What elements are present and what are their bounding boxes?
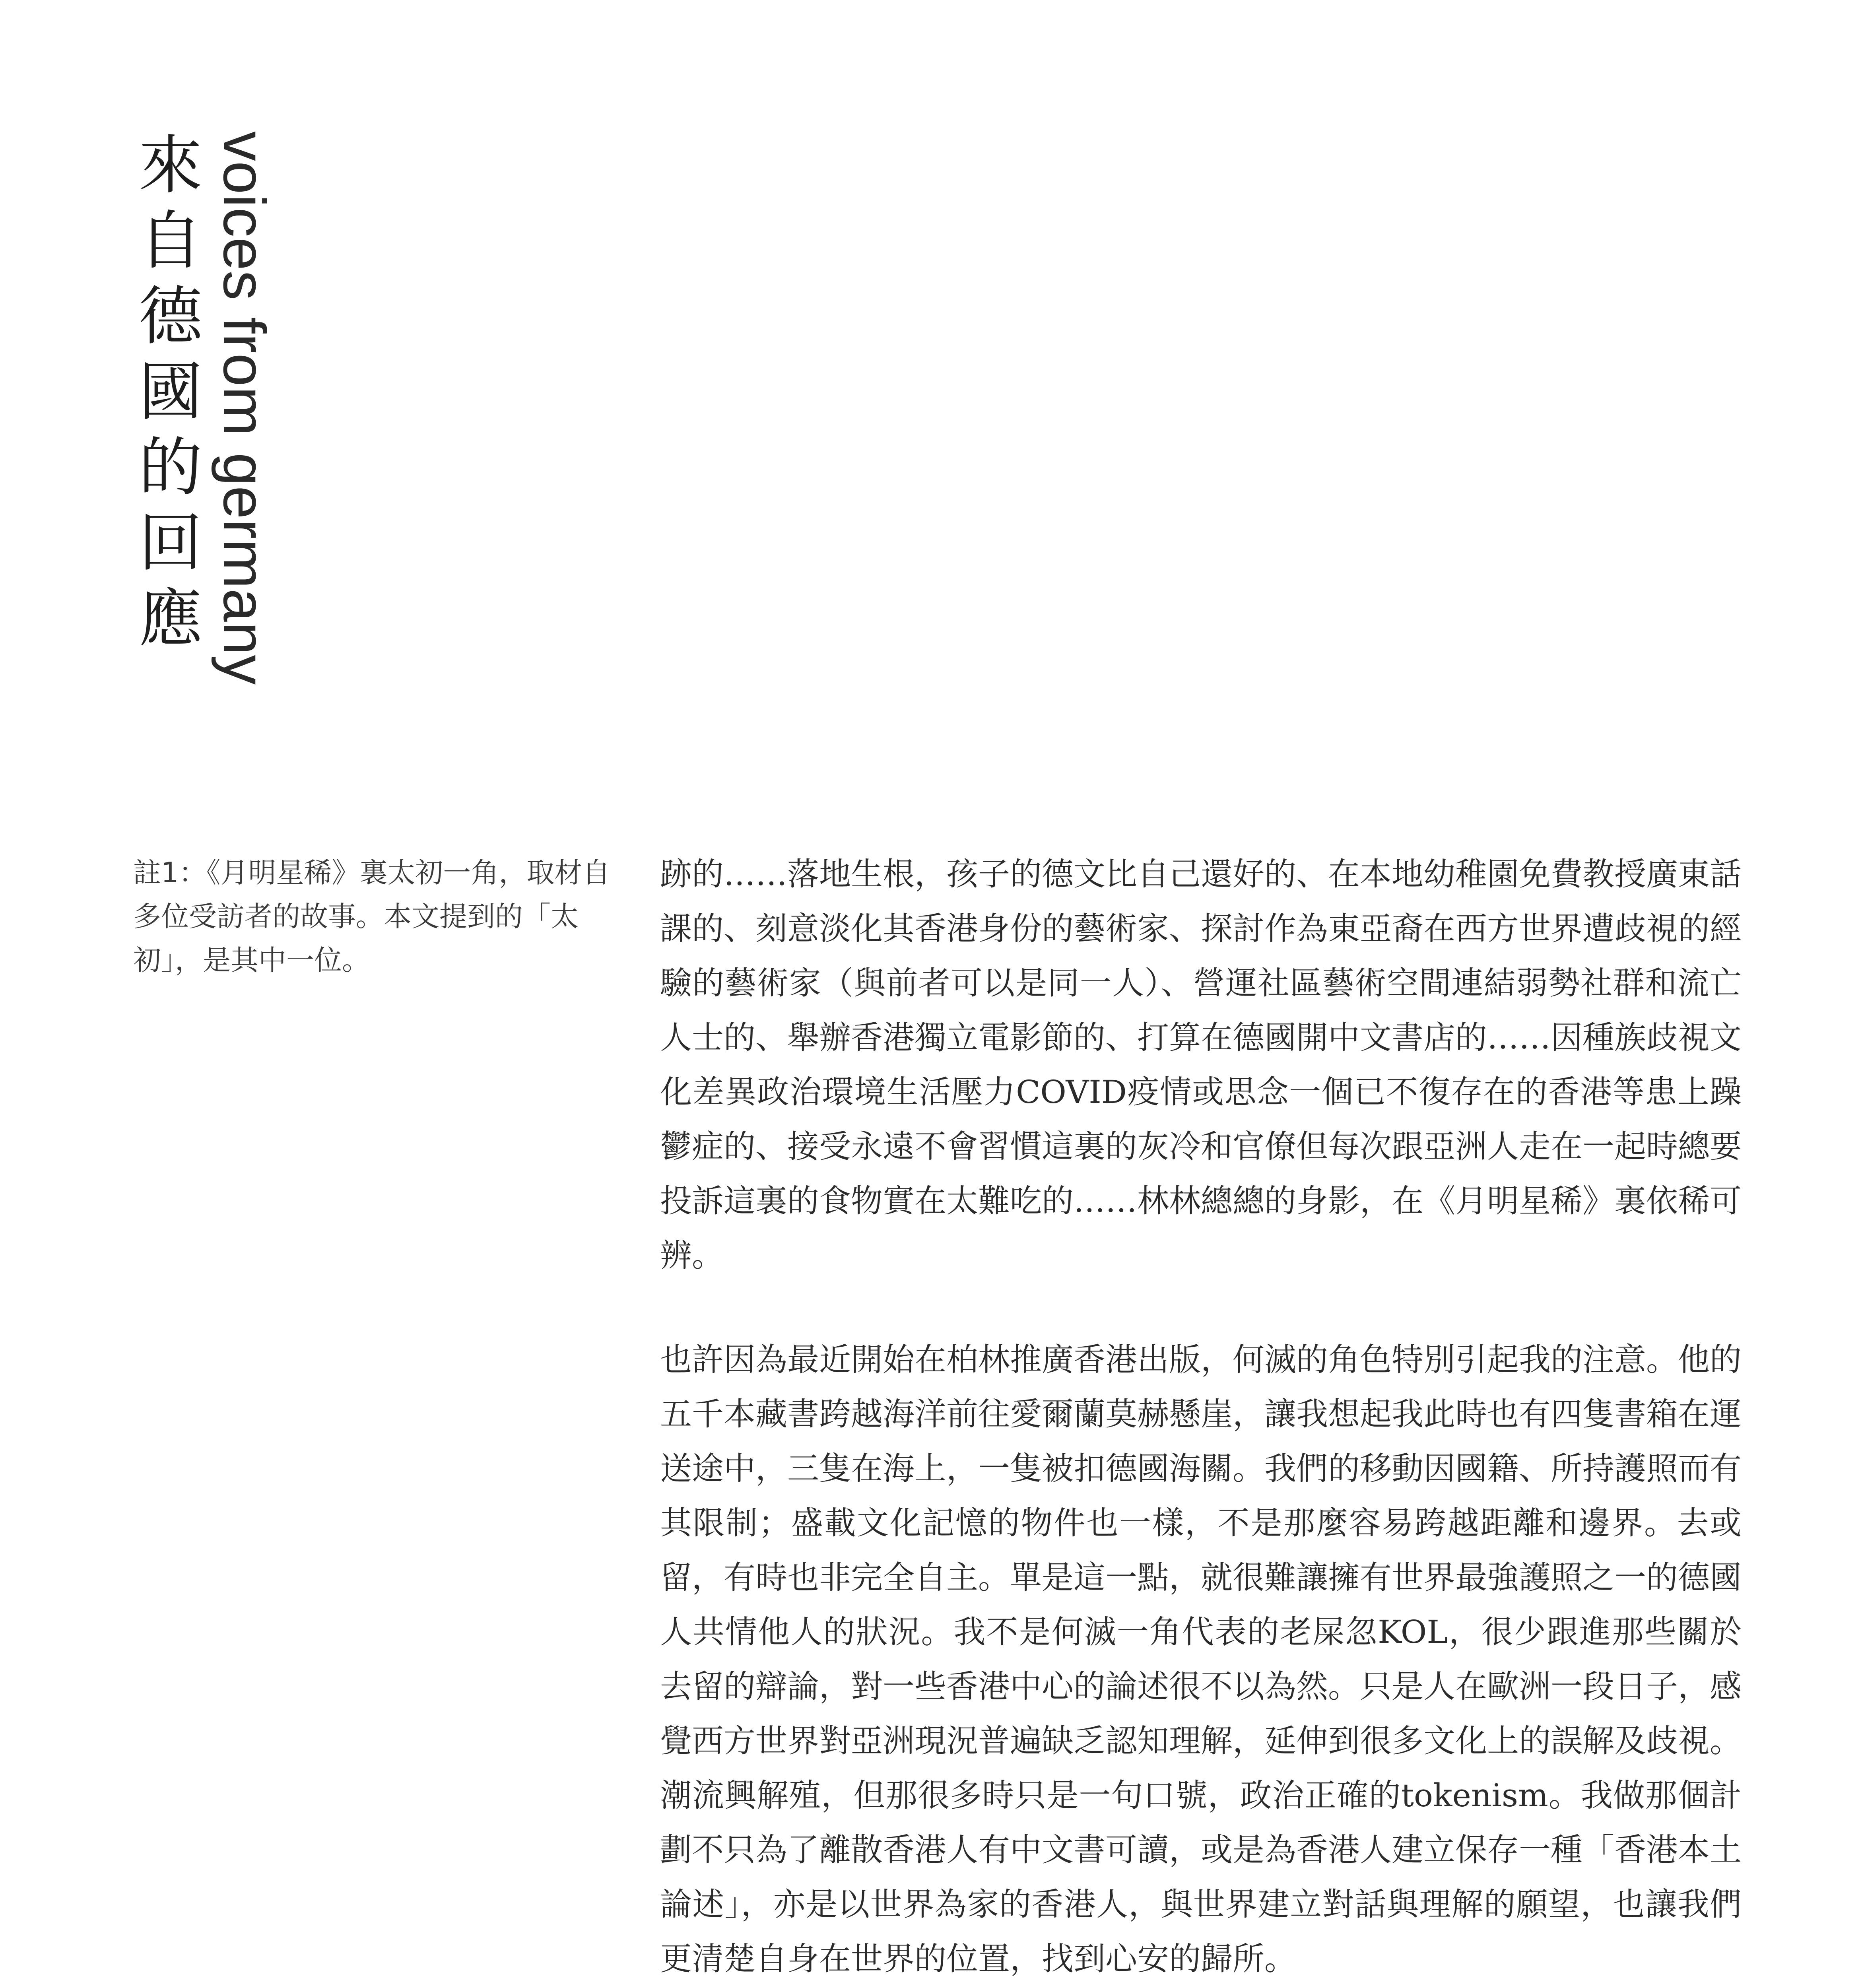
- article-body: [660, 847, 1742, 1988]
- paragraph-2: 也許因為最近開始在柏林推廣香港出版，何滅的角色特別引起我的注意。他的五千本藏書跨越海洋前往愛爾蘭莫赫懸崖，讓我想起我此時也有四隻書箱在運送途中，三隻在海上，一隻被扣德國海關。我們的移動因國籍、所持護照而有其限制；盛載文化記憶的物件也一樣，不是那麼容易跨越距離和邊界。去或留，有時也非完全自主。單是這一點，就很難讓擁有世界最強護照之一的德國人共情他人的狀況。我不是何滅一角代表的老屎忽KOL，很少跟進那些關於去留的辯論，對一些香港中心的論述很不以為然。只是人在歐洲一段日子，感覺西方世界對亞洲現況普遍缺乏認知理解，延伸到很多文化上的誤解及歧視。潮流興解殖，但那很多時只是一句口號，政治正確的tokenism。我做那個計劃不只為了離散香港人有中文書可讀，或是為香港人建立保存一種「香港本土論述」，亦是以世界為家的香港人，與世界建立對話與理解的願望，也讓我們更清楚自身在世界的位置，找到心安的歸所。: [660, 1341, 1742, 1977]
- page-title-english: voices from germany: [211, 131, 278, 685]
- paragraph-1: 跡的……落地生根，孩子的德文比自己還好的、在本地幼稚園免費教授廣東話課的、刻意淡化其香港身份的藝術家、探討作為東亞裔在西方世界遭歧視的經驗的藝術家（與前者可以是同一人）、營運社區藝術空間連結弱勢社群和流亡人士的、舉辦香港獨立電影節的、打算在德國開中文書店的……因種族歧視文化差異政治環境生活壓力COVID疫情或思念一個已不復存在的香港等患上躁鬱症的、接受永遠不會習慣這裏的灰冷和官僚但每次跟亞洲人走在一起時總要投訴這裏的食物實在太難吃的……林林總總的身影，在《月明星稀》裏依稀可辨。: [660, 856, 1742, 1274]
- footnote: 註1：《月明星稀》裏太初一角，取材自多位受訪者的故事。本文提到的「太初」，是其中一位。: [133, 856, 610, 977]
- page-title-chinese: 來自德國的回應: [128, 131, 202, 660]
